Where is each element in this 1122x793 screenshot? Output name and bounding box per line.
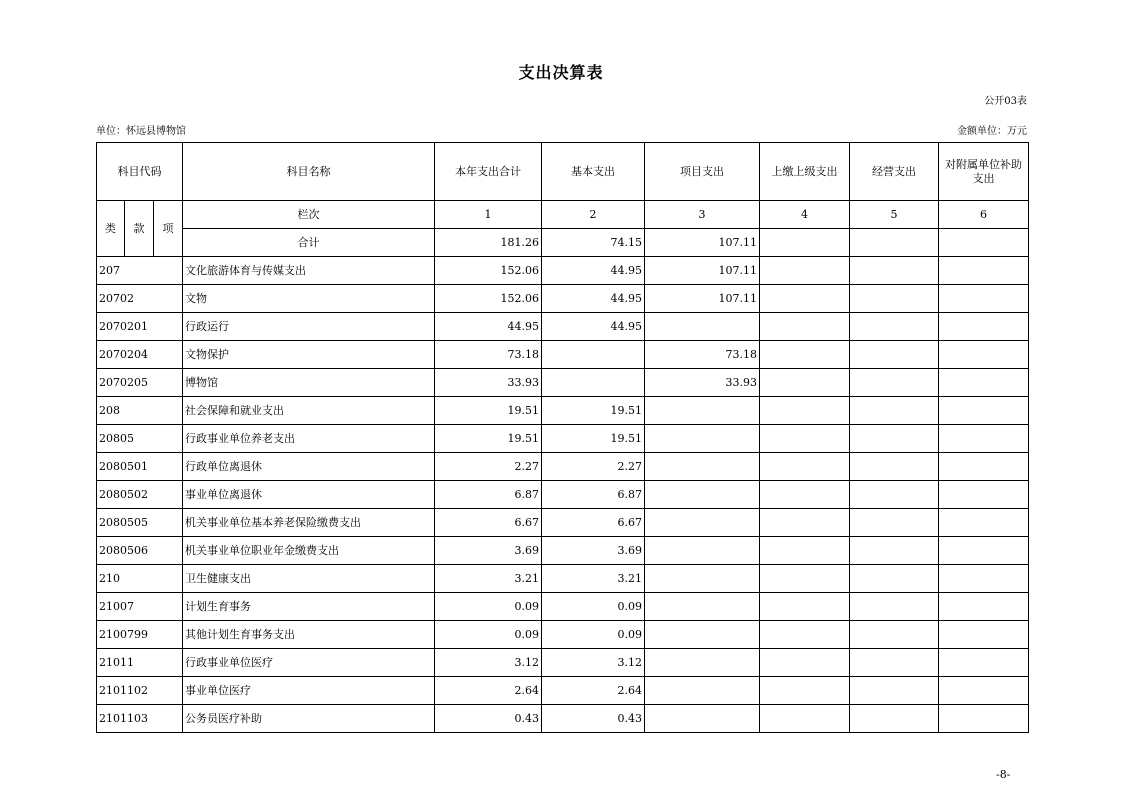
row-upper <box>760 481 850 509</box>
row-total: 33.93 <box>435 369 542 397</box>
row-business <box>850 341 939 369</box>
column-order-row <box>97 201 1029 229</box>
row-code: 20805 <box>97 425 183 453</box>
row-upper <box>760 341 850 369</box>
row-upper <box>760 677 850 705</box>
row-basic: 6.67 <box>542 509 645 537</box>
header-business: 经营支出 <box>850 143 939 201</box>
row-basic: 6.87 <box>542 481 645 509</box>
row-name: 其他计划生育事务支出 <box>183 621 435 649</box>
column-number-6: 6 <box>939 201 1029 229</box>
row-business <box>850 593 939 621</box>
row-upper <box>760 313 850 341</box>
header-name: 科目名称 <box>183 143 435 201</box>
header-basic: 基本支出 <box>542 143 645 201</box>
row-basic: 44.95 <box>542 285 645 313</box>
row-upper <box>760 369 850 397</box>
total-upper <box>760 229 850 257</box>
row-upper <box>760 593 850 621</box>
row-project <box>645 537 760 565</box>
row-project: 73.18 <box>645 341 760 369</box>
row-name: 行政运行 <box>183 313 435 341</box>
row-total: 19.51 <box>435 425 542 453</box>
header-total: 本年支出合计 <box>435 143 542 201</box>
table-row <box>97 509 1029 537</box>
row-upper <box>760 509 850 537</box>
row-code: 2070205 <box>97 369 183 397</box>
page-number: -8- <box>996 768 1011 781</box>
table-row <box>97 621 1029 649</box>
table-row <box>97 341 1029 369</box>
column-number-3: 3 <box>645 201 760 229</box>
table-row <box>97 425 1029 453</box>
row-business <box>850 425 939 453</box>
row-name: 事业单位离退休 <box>183 481 435 509</box>
total-value: 181.26 <box>435 229 542 257</box>
header-kuan: 款 <box>125 201 154 257</box>
row-project: 107.11 <box>645 285 760 313</box>
row-project <box>645 705 760 733</box>
row-business <box>850 621 939 649</box>
unit-name: 单位：怀远县博物馆 <box>96 126 186 137</box>
row-subsidy <box>939 369 1029 397</box>
header-xiang: 项 <box>154 201 183 257</box>
column-number-4: 4 <box>760 201 850 229</box>
row-code: 2070204 <box>97 341 183 369</box>
total-basic: 74.15 <box>542 229 645 257</box>
column-order-label: 栏次 <box>183 201 435 229</box>
row-subsidy <box>939 453 1029 481</box>
table-row <box>97 257 1029 285</box>
row-total: 0.09 <box>435 621 542 649</box>
table-row <box>97 705 1029 733</box>
row-total: 3.69 <box>435 537 542 565</box>
header-project: 项目支出 <box>645 143 760 201</box>
row-upper <box>760 705 850 733</box>
expenditure-table <box>96 142 1029 733</box>
header-row <box>97 143 1029 201</box>
row-total: 2.64 <box>435 677 542 705</box>
row-code: 2101102 <box>97 677 183 705</box>
row-code: 21011 <box>97 649 183 677</box>
row-subsidy <box>939 341 1029 369</box>
table-row <box>97 313 1029 341</box>
row-code: 207 <box>97 257 183 285</box>
row-total: 73.18 <box>435 341 542 369</box>
row-subsidy <box>939 257 1029 285</box>
row-name: 文物保护 <box>183 341 435 369</box>
row-name: 社会保障和就业支出 <box>183 397 435 425</box>
row-project <box>645 509 760 537</box>
row-basic: 0.09 <box>542 593 645 621</box>
row-subsidy <box>939 565 1029 593</box>
row-code: 2080502 <box>97 481 183 509</box>
row-business <box>850 397 939 425</box>
table-row <box>97 481 1029 509</box>
row-basic: 0.43 <box>542 705 645 733</box>
row-total: 19.51 <box>435 397 542 425</box>
row-subsidy <box>939 425 1029 453</box>
row-basic: 19.51 <box>542 397 645 425</box>
row-name: 文物 <box>183 285 435 313</box>
row-project <box>645 677 760 705</box>
row-name: 行政事业单位养老支出 <box>183 425 435 453</box>
table-row <box>97 593 1029 621</box>
column-number-1: 1 <box>435 201 542 229</box>
header-lei: 类 <box>97 201 125 257</box>
row-basic: 19.51 <box>542 425 645 453</box>
row-subsidy <box>939 677 1029 705</box>
row-business <box>850 481 939 509</box>
row-basic: 3.12 <box>542 649 645 677</box>
row-total: 3.21 <box>435 565 542 593</box>
row-subsidy <box>939 705 1029 733</box>
table-row <box>97 453 1029 481</box>
table-row <box>97 677 1029 705</box>
row-project <box>645 397 760 425</box>
table-row <box>97 285 1029 313</box>
row-basic: 2.27 <box>542 453 645 481</box>
column-number-5: 5 <box>850 201 939 229</box>
row-code: 2070201 <box>97 313 183 341</box>
row-project <box>645 565 760 593</box>
table-row <box>97 649 1029 677</box>
row-total: 6.87 <box>435 481 542 509</box>
row-total: 0.09 <box>435 593 542 621</box>
row-basic: 3.69 <box>542 537 645 565</box>
row-basic: 3.21 <box>542 565 645 593</box>
row-subsidy <box>939 509 1029 537</box>
row-project <box>645 649 760 677</box>
header-upper: 上缴上级支出 <box>760 143 850 201</box>
row-code: 21007 <box>97 593 183 621</box>
row-name: 机关事业单位职业年金缴费支出 <box>183 537 435 565</box>
row-code: 2100799 <box>97 621 183 649</box>
row-subsidy <box>939 397 1029 425</box>
row-business <box>850 369 939 397</box>
row-subsidy <box>939 537 1029 565</box>
row-upper <box>760 257 850 285</box>
row-subsidy <box>939 481 1029 509</box>
total-business <box>850 229 939 257</box>
row-business <box>850 705 939 733</box>
row-total: 44.95 <box>435 313 542 341</box>
row-subsidy <box>939 285 1029 313</box>
row-code: 20702 <box>97 285 183 313</box>
amount-unit: 金额单位：万元 <box>957 126 1027 137</box>
row-total: 0.43 <box>435 705 542 733</box>
row-subsidy <box>939 621 1029 649</box>
total-row <box>97 229 1029 257</box>
row-project <box>645 453 760 481</box>
row-code: 210 <box>97 565 183 593</box>
row-name: 卫生健康支出 <box>183 565 435 593</box>
table-row <box>97 565 1029 593</box>
total-subsidy <box>939 229 1029 257</box>
row-upper <box>760 425 850 453</box>
row-upper <box>760 621 850 649</box>
row-project: 33.93 <box>645 369 760 397</box>
row-business <box>850 313 939 341</box>
column-number-2: 2 <box>542 201 645 229</box>
row-subsidy <box>939 649 1029 677</box>
table-row <box>97 397 1029 425</box>
row-project <box>645 425 760 453</box>
row-name: 文化旅游体育与传媒支出 <box>183 257 435 285</box>
row-project <box>645 313 760 341</box>
row-subsidy <box>939 593 1029 621</box>
row-code: 2080505 <box>97 509 183 537</box>
row-name: 公务员医疗补助 <box>183 705 435 733</box>
total-project: 107.11 <box>645 229 760 257</box>
row-total: 2.27 <box>435 453 542 481</box>
row-total: 3.12 <box>435 649 542 677</box>
row-upper <box>760 649 850 677</box>
row-basic: 2.64 <box>542 677 645 705</box>
row-business <box>850 649 939 677</box>
row-upper <box>760 537 850 565</box>
page-title: 支出决算表 <box>518 63 604 82</box>
row-upper <box>760 565 850 593</box>
row-basic <box>542 369 645 397</box>
row-upper <box>760 453 850 481</box>
row-name: 计划生育事务 <box>183 593 435 621</box>
row-project: 107.11 <box>645 257 760 285</box>
total-label: 合计 <box>183 229 435 257</box>
row-business <box>850 537 939 565</box>
row-business <box>850 285 939 313</box>
row-subsidy <box>939 313 1029 341</box>
row-code: 2080506 <box>97 537 183 565</box>
row-name: 行政事业单位医疗 <box>183 649 435 677</box>
row-basic: 44.95 <box>542 257 645 285</box>
row-total: 152.06 <box>435 257 542 285</box>
row-business <box>850 677 939 705</box>
row-basic: 0.09 <box>542 621 645 649</box>
row-basic <box>542 341 645 369</box>
header-subsidy: 对附属单位补助支出 <box>939 143 1029 201</box>
row-business <box>850 453 939 481</box>
table-row <box>97 537 1029 565</box>
row-name: 博物馆 <box>183 369 435 397</box>
row-code: 2080501 <box>97 453 183 481</box>
form-number: 公开03表 <box>984 96 1027 107</box>
row-business <box>850 565 939 593</box>
row-name: 行政单位离退休 <box>183 453 435 481</box>
table-row <box>97 369 1029 397</box>
row-project <box>645 621 760 649</box>
row-project <box>645 593 760 621</box>
row-total: 152.06 <box>435 285 542 313</box>
row-upper <box>760 285 850 313</box>
header-code: 科目代码 <box>97 143 183 201</box>
row-business <box>850 257 939 285</box>
row-business <box>850 509 939 537</box>
row-code: 2101103 <box>97 705 183 733</box>
row-basic: 44.95 <box>542 313 645 341</box>
row-name: 事业单位医疗 <box>183 677 435 705</box>
row-total: 6.67 <box>435 509 542 537</box>
row-name: 机关事业单位基本养老保险缴费支出 <box>183 509 435 537</box>
row-upper <box>760 397 850 425</box>
row-code: 208 <box>97 397 183 425</box>
row-project <box>645 481 760 509</box>
